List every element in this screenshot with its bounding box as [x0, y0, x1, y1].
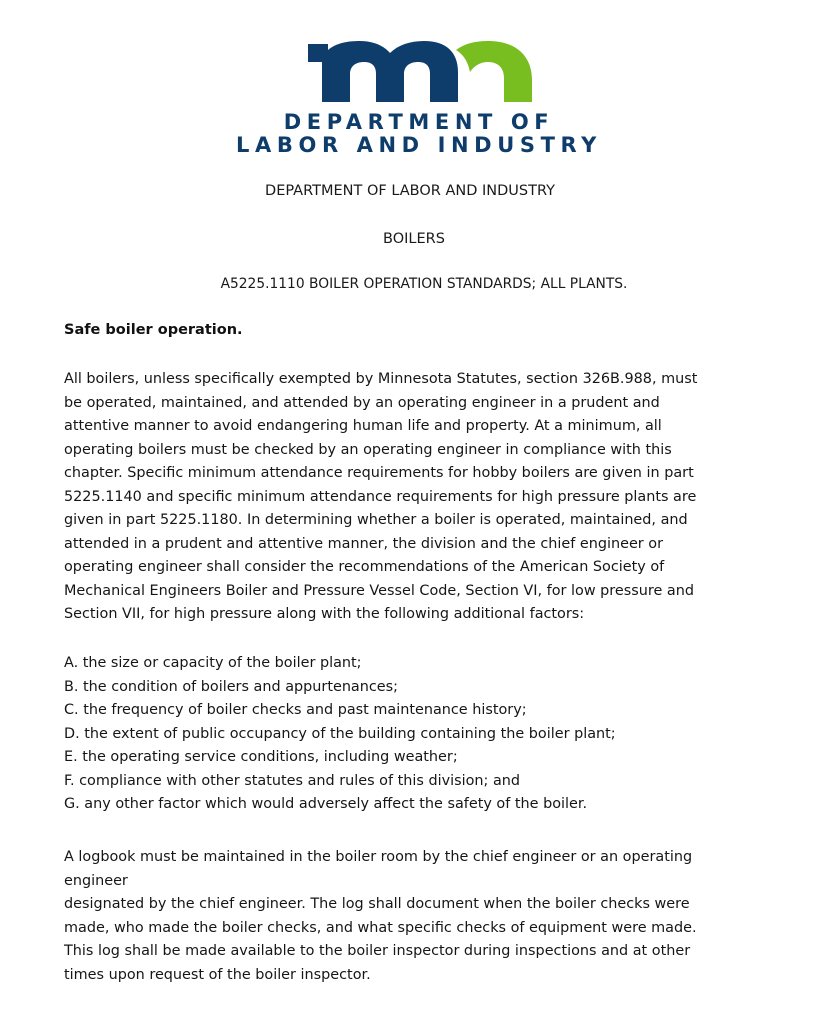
text-line: engineer [64, 872, 128, 889]
text-line: made, who made the boiler checks, and what specific checks of equipment were made. [64, 919, 697, 936]
text-line: operating boilers must be checked by an operating engineer in compliance with this [64, 441, 672, 458]
text-line: operating engineer shall consider the recommendations of the American Society of [64, 559, 665, 575]
text-line: This log shall be made available to the boiler inspector during inspections and at other [64, 943, 691, 959]
logo-text-line1: DEPARTMENT OF [283, 110, 555, 134]
factor-item: D. the extent of public occupancy of the building containing the boiler plant; [64, 725, 616, 742]
logo-letter-n [456, 41, 532, 102]
logo-letter-m [308, 41, 458, 102]
mn-logo-mark-icon [306, 40, 534, 102]
text-line: chapter. Specific minimum attendance requirements for hobby boilers are given in part [64, 465, 694, 481]
text-line: given in part 5225.1180. In determining whether a boiler is operated, maintained, and [64, 512, 688, 528]
text-line: All boilers, unless specifically exempted by Minnesota Statutes, section 326B.988, must [64, 371, 698, 387]
section-title: Safe boiler operation. [64, 322, 243, 338]
text-line: attended in a prudent and attentive manner, the division and the chief engineer or [64, 535, 664, 552]
agency-heading: DEPARTMENT OF LABOR AND INDUSTRY [265, 183, 555, 199]
text-line: times upon request of the boiler inspector. [64, 966, 371, 983]
chapter-heading: BOILERS [383, 231, 445, 247]
factors-list [64, 652, 784, 817]
text-line: attentive manner to avoid endangering human life and property. At a minimum, all [64, 418, 662, 434]
department-logo [0, 0, 838, 165]
text-line: 5225.1140 and specific minimum attendance requirements for high pressure plants are [64, 488, 697, 505]
factor-item: G. any other factor which would adversely affect the safety of the boiler. [64, 796, 588, 812]
factor-item: B. the condition of boilers and appurtenances; [64, 678, 398, 695]
factor-item: C. the frequency of boiler checks and past maintenance history; [64, 702, 527, 718]
text-line: Section VII, for high pressure along with the following additional factors: [64, 606, 585, 622]
logo-text-line2: LABOR AND INDUSTRY [236, 133, 602, 157]
paragraph-logbook [64, 846, 784, 987]
factor-item: A. the size or capacity of the boiler plant; [64, 655, 362, 671]
text-line: Mechanical Engineers Boiler and Pressure Vessel Code, Section VI, for low pressure and [64, 582, 694, 599]
paragraph-operation-requirements [64, 368, 784, 627]
rule-heading: A5225.1110 BOILER OPERATION STANDARDS; ALL PLANTS. [220, 276, 628, 292]
text-line: be operated, maintained, and attended by an operating engineer in a prudent and [64, 394, 660, 411]
factor-item: F. compliance with other statutes and rules of this division; and [64, 772, 521, 789]
text-line: designated by the chief engineer. The log shall document when the boiler checks were [64, 896, 690, 912]
text-line: A logbook must be maintained in the boiler room by the chief engineer or an operating [64, 849, 693, 865]
factor-item: E. the operating service conditions, including weather; [64, 749, 458, 765]
